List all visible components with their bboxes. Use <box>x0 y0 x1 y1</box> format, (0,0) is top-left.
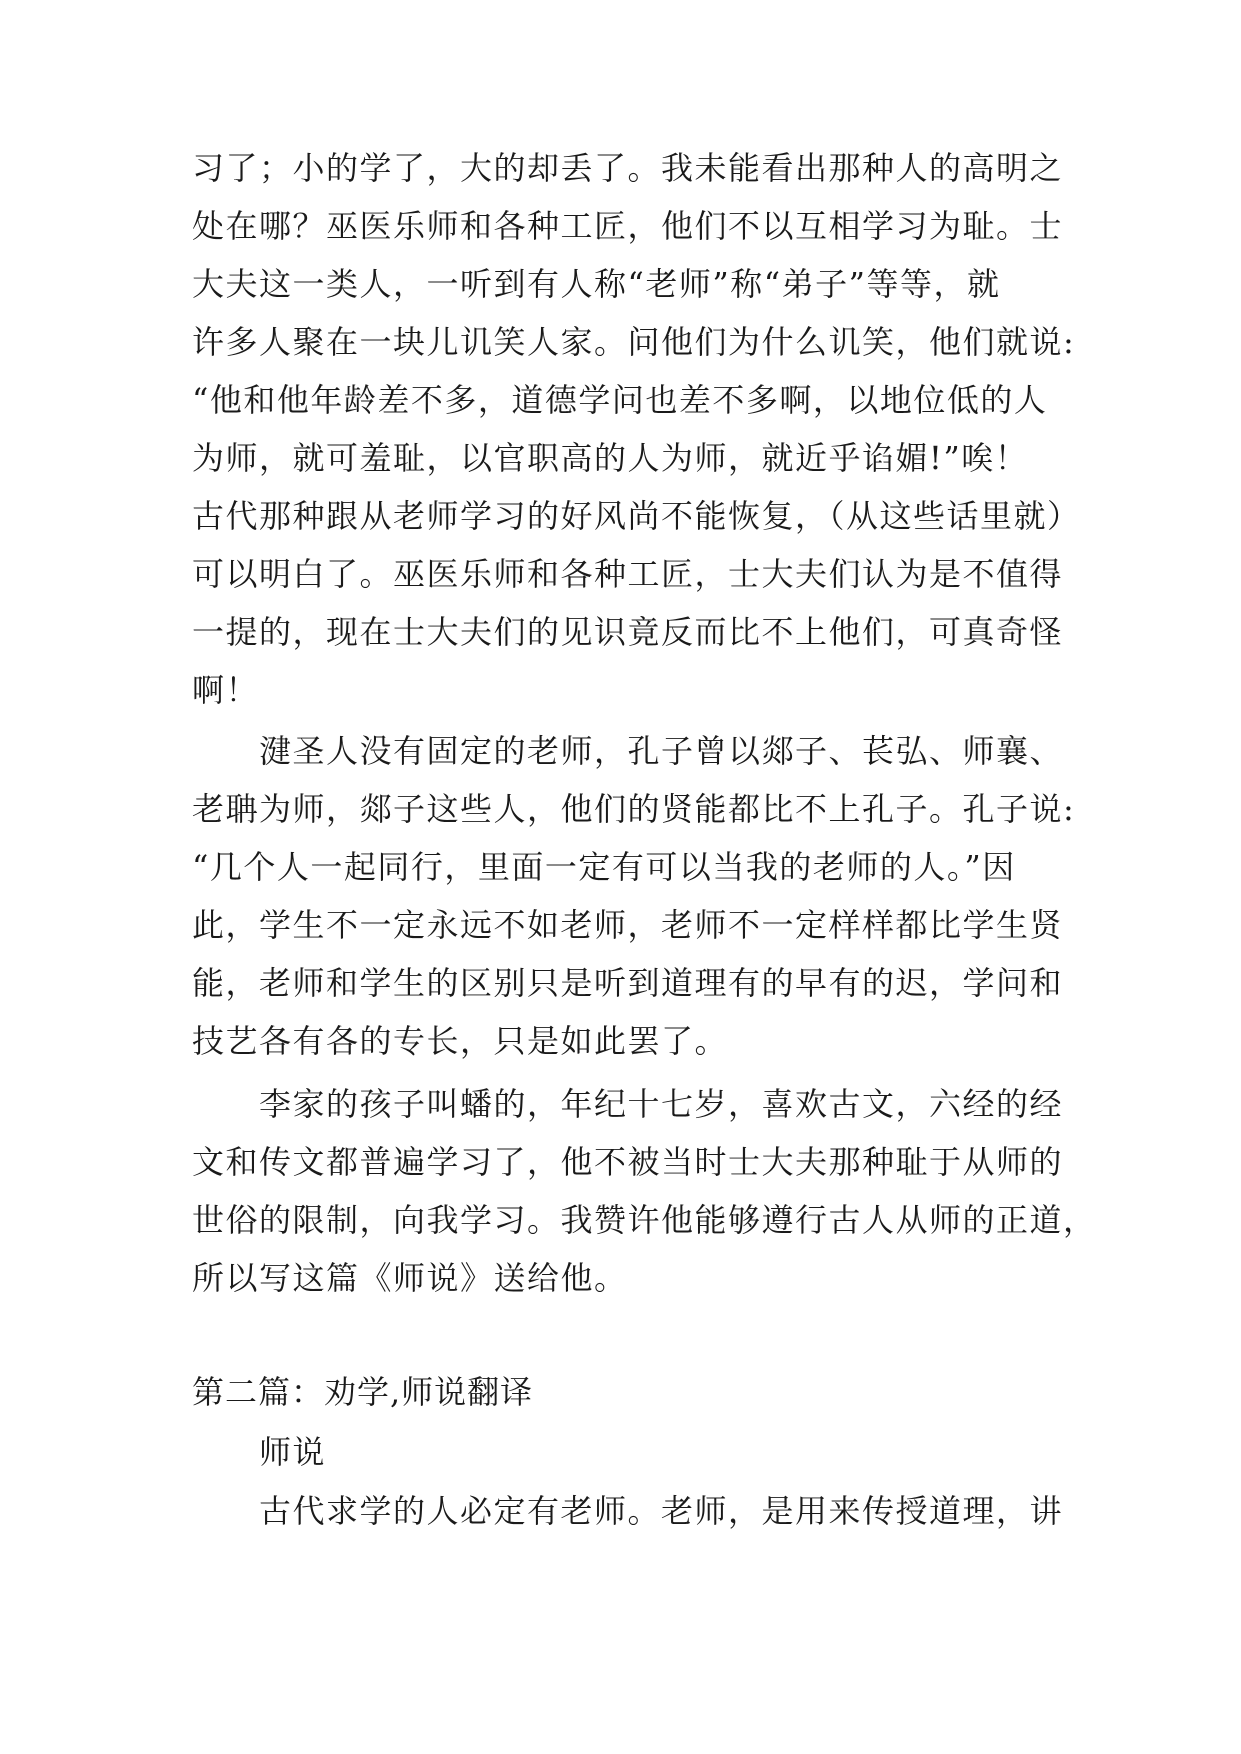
sub-title: 师说 <box>192 1433 327 1471</box>
text-line: 李家的孩子叫蟠的，年纪十七岁，喜欢古文，六经的经 <box>192 1085 1064 1123</box>
section-heading: 第二篇：劝学,师说翻译 <box>192 1373 534 1411</box>
text-line: 可以明白了。巫医乐师和各种工匠，士大夫们认为是不值得 <box>192 555 1064 593</box>
text-line: 世俗的限制，向我学习。我赞许他能够遵行古人从师的正道， <box>192 1201 1097 1239</box>
text-line: 能，老师和学生的区别只是听到道理有的早有的迟，学问和 <box>192 964 1064 1002</box>
text-line: 古代求学的人必定有老师。老师，是用来传授道理，讲 <box>192 1492 1064 1530</box>
text-line: 许多人聚在一块儿讥笑人家。问他们为什么讥笑，他们就说: <box>192 323 1076 361</box>
text-line: “几个人一起同行，里面一定有可以当我的老师的人。”因 <box>192 848 1016 886</box>
text-line: 处在哪？巫医乐师和各种工匠，他们不以互相学习为耻。士 <box>192 207 1064 245</box>
text-line: 习了；小的学了，大的却丢了。我未能看出那种人的高明之 <box>192 149 1064 187</box>
text-line: 一提的，现在士大夫们的见识竟反而比不上他们，可真奇怪 <box>192 613 1064 651</box>
text-line: 为师，就可羞耻，以官职高的人为师，就近乎谄媚!”唉！ <box>192 439 1029 477</box>
text-line: 大夫这一类人，一听到有人称“老师”称“弟子”等等，就 <box>192 265 1001 303</box>
text-line: 所以写这篇《师说》送给他。 <box>192 1259 628 1297</box>
text-line: 古代那种跟从老师学习的好风尚不能恢复，（从这些话里就） <box>192 497 1081 535</box>
text-line: 湕圣人没有固定的老师，孔子曾以郯子、苌弘、师襄、 <box>192 732 1064 770</box>
text-line: “他和他年龄差不多，道德学问也差不多啊，以地位低的人 <box>192 381 1048 419</box>
text-line: 此，学生不一定永远不如老师，老师不一定样样都比学生贤 <box>192 906 1064 944</box>
text-line: 啊！ <box>192 671 260 709</box>
text-line: 文和传文都普遍学习了，他不被当时士大夫那种耻于从师的 <box>192 1143 1064 1181</box>
text-line: 老聃为师，郯子这些人，他们的贤能都比不上孔子。孔子说: <box>192 790 1076 828</box>
text-line: 技艺各有各的专长，只是如此罢了。 <box>192 1022 729 1060</box>
